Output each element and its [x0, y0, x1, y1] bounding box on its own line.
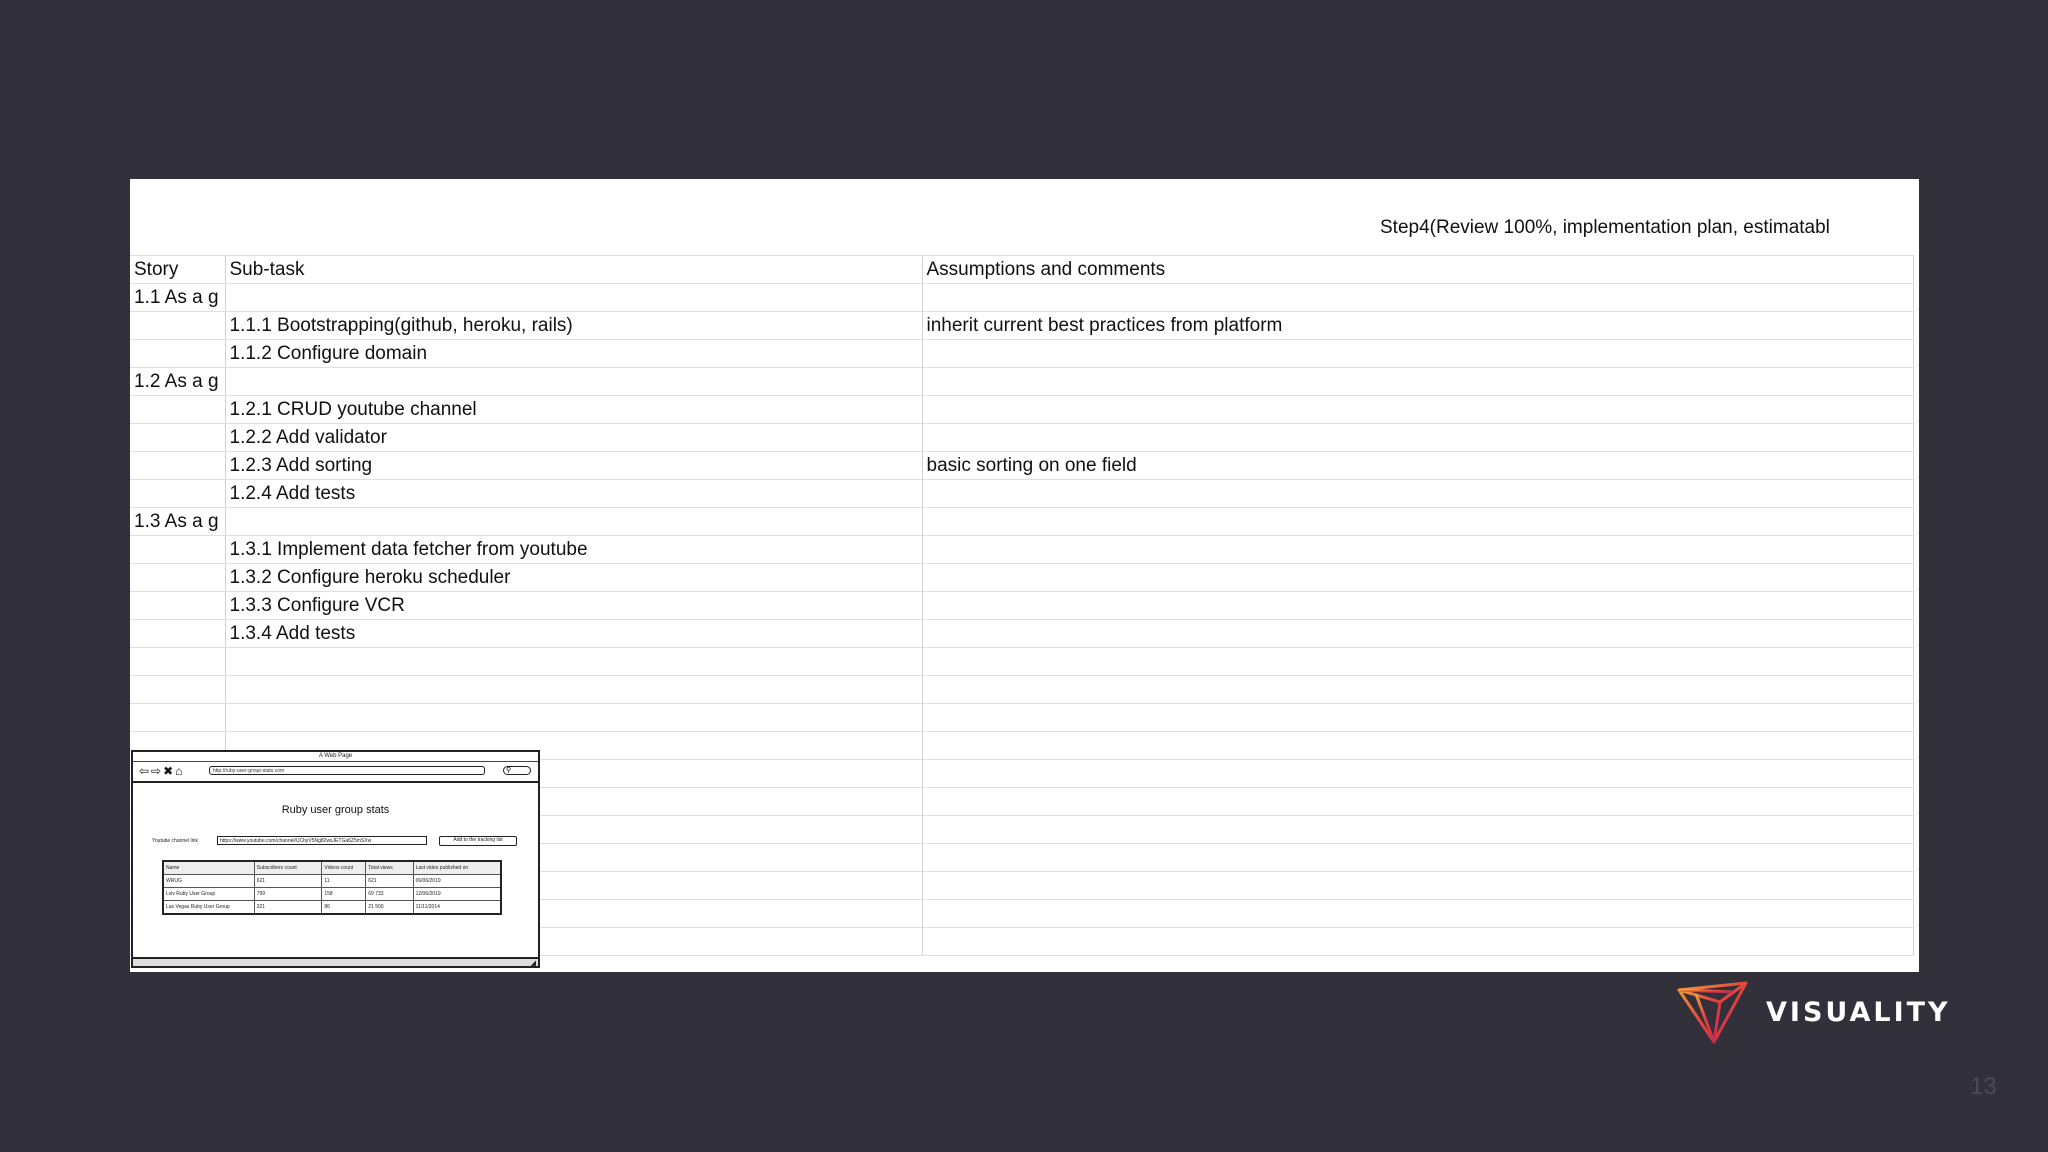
table-cell [130, 396, 225, 424]
mockup-channel-label: Youtube channel link [152, 838, 198, 844]
table-cell [922, 564, 1913, 592]
table-row [130, 368, 1913, 396]
table-row [130, 340, 1913, 368]
mockup-table-header [163, 861, 501, 875]
mockup-heading: Ruby user group stats [281, 804, 390, 816]
table-header-row [130, 256, 1913, 284]
mockup-navbar [133, 762, 538, 783]
table-row [130, 396, 1913, 424]
table-cell [225, 284, 922, 312]
table-cell: 1.2.4 Add tests [225, 480, 922, 508]
mockup-nav-icons: ⇦⇨✖⌂ [139, 764, 185, 778]
table-cell: 1.2 As a g [130, 368, 225, 396]
table-cell [130, 452, 225, 480]
table-row [130, 620, 1913, 648]
mockup-window-title: A Web Page [133, 752, 538, 762]
table-cell [130, 704, 225, 732]
table-cell [225, 508, 922, 536]
table-cell: 1.2.1 CRUD youtube channel [225, 396, 922, 424]
table-cell [922, 368, 1913, 396]
table-cell [922, 508, 1913, 536]
table-cell: 1.1.2 Configure domain [225, 340, 922, 368]
mockup-table-cell: Subscribers count [254, 861, 322, 875]
table-row [130, 480, 1913, 508]
mockup-table-cell: 799 [254, 888, 322, 901]
mockup-search-icon: ⚲ [503, 766, 531, 775]
table-cell: 1.3.3 Configure VCR [225, 592, 922, 620]
mockup-table-cell: Total views [366, 861, 413, 875]
table-cell: 1.2.3 Add sorting [225, 452, 922, 480]
table-cell [130, 312, 225, 340]
table-cell [922, 844, 1913, 872]
page-number: 13 [1970, 1073, 1997, 1100]
mockup-table-cell: Las Vegas Ruby User Group [163, 901, 254, 915]
table-cell [922, 788, 1913, 816]
table-cell [130, 592, 225, 620]
mockup-table-cell: 06/06/2019 [413, 875, 501, 888]
table-row [130, 676, 1913, 704]
logo-text: VISUALITY [1766, 997, 1951, 1028]
table-cell [130, 676, 225, 704]
table-cell: 1.3.4 Add tests [225, 620, 922, 648]
mockup-table-cell: 11/11/2014 [413, 901, 501, 915]
mockup-table-cell: 621 [366, 875, 413, 888]
mockup-table-cell: 12/06/2019 [413, 888, 501, 901]
mockup-add-button: Add to the tracking list [439, 836, 517, 846]
spreadsheet-screenshot [130, 179, 1919, 972]
table-cell [130, 620, 225, 648]
table-cell [130, 536, 225, 564]
table-cell [922, 900, 1913, 928]
table-cell [922, 872, 1913, 900]
table-row [130, 508, 1913, 536]
mockup-channel-input: https://www.youtube.com/channel/UCbyV5Ng82wsJETGa6Z5mSXw [217, 836, 427, 845]
table-cell [922, 732, 1913, 760]
table-cell: 1.1.1 Bootstrapping(github, heroku, rails) [225, 312, 922, 340]
mockup-table-cell: WRUG [163, 875, 254, 888]
table-header-cell: Assumptions and comments [922, 256, 1913, 284]
table-cell [922, 592, 1913, 620]
table-cell [225, 704, 922, 732]
table-cell [130, 424, 225, 452]
table-cell [225, 676, 922, 704]
table-row [130, 312, 1913, 340]
table-row [130, 424, 1913, 452]
table-cell [922, 620, 1913, 648]
visuality-logo-icon [1676, 980, 1750, 1045]
table-cell [922, 760, 1913, 788]
mockup-table-cell: Name [163, 861, 254, 875]
table-cell: 1.3.2 Configure heroku scheduler [225, 564, 922, 592]
table-cell [922, 816, 1913, 844]
table-cell [225, 368, 922, 396]
mockup-table-cell: Videos count [322, 861, 366, 875]
table-row [130, 592, 1913, 620]
table-row [130, 704, 1913, 732]
table-cell: basic sorting on one field [922, 452, 1913, 480]
table-cell: inherit current best practices from platform [922, 312, 1913, 340]
table-cell: 1.3 As a g [130, 508, 225, 536]
mockup-table-cell: 321 [254, 901, 322, 915]
mockup-table-row [163, 888, 501, 901]
table-row [130, 452, 1913, 480]
mockup-table-cell: 21 500 [366, 901, 413, 915]
mockup-table-cell: Last video published on [413, 861, 501, 875]
table-cell [922, 648, 1913, 676]
visuality-logo [1676, 980, 1951, 1045]
table-row [130, 536, 1913, 564]
mockup-statusbar [133, 957, 538, 966]
table-cell [922, 704, 1913, 732]
table-cell [922, 480, 1913, 508]
mockup-table-cell: 158 [322, 888, 366, 901]
table-row [130, 284, 1913, 312]
mockup-table-cell: 11 [322, 875, 366, 888]
mockup-url-field: http://ruby-user-group-stats.com [209, 766, 485, 775]
table-cell: 1.1 As a g [130, 284, 225, 312]
wireframe-mockup [131, 750, 540, 968]
table-header-cell: Story [130, 256, 225, 284]
table-cell [922, 676, 1913, 704]
mockup-table-row [163, 875, 501, 888]
table-cell [922, 284, 1913, 312]
table-row [130, 564, 1913, 592]
table-header-cell: Sub-task [225, 256, 922, 284]
mockup-table-cell: 69 733 [366, 888, 413, 901]
table-cell [130, 480, 225, 508]
resize-handle-icon: ◢ [530, 960, 536, 967]
table-cell [922, 928, 1913, 956]
table-cell [130, 648, 225, 676]
sheet-title: Step4(Review 100%, implementation plan, estimatabl [1380, 217, 1830, 238]
table-cell [225, 648, 922, 676]
mockup-table-cell: 621 [254, 875, 322, 888]
mockup-stats-table [162, 860, 502, 915]
mockup-table-row [163, 901, 501, 915]
table-row [130, 648, 1913, 676]
mockup-table-cell: Lviv Ruby User Group [163, 888, 254, 901]
table-cell: 1.3.1 Implement data fetcher from youtube [225, 536, 922, 564]
mockup-table-cell: 86 [322, 901, 366, 915]
table-cell: 1.2.2 Add validator [225, 424, 922, 452]
table-cell [130, 564, 225, 592]
table-cell [922, 536, 1913, 564]
table-cell [922, 340, 1913, 368]
table-cell [922, 396, 1913, 424]
table-cell [922, 424, 1913, 452]
table-cell [130, 340, 225, 368]
